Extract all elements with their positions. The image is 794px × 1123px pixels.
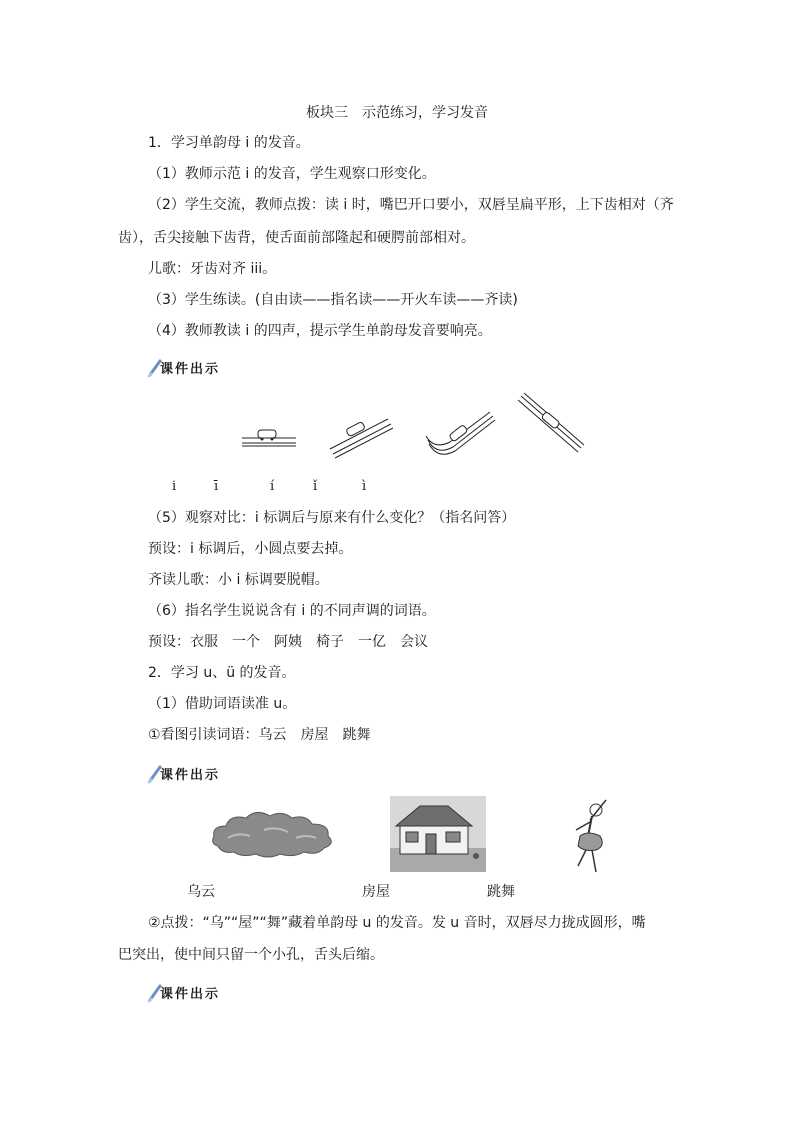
picture-label-cloud: 乌云 — [187, 884, 215, 900]
rhyme-1: 儿歌：牙齿对齐 iii。 — [148, 261, 277, 277]
falling-road-icon — [518, 393, 584, 452]
preset-2: 预设：衣服 一个 阿姨 椅子 一亿 会议 — [148, 634, 428, 650]
step-3: （3）学生练读。(自由读——指名读——开火车读——齐读) — [148, 292, 518, 308]
step-2-line-2: 齿），舌尖接触下齿背，使舌面前部隆起和硬腭前部相对。 — [118, 230, 475, 246]
dip-road-icon — [426, 412, 495, 454]
rising-road-icon — [330, 419, 393, 458]
step-u-1: （1）借助词语读准 u。 — [148, 696, 297, 712]
rhyme-2: 齐读儿歌：小 i 标调要脱帽。 — [148, 572, 329, 588]
step-u-1a: ①看图引读词语：乌云 房屋 跳舞 — [148, 727, 371, 743]
dancer-image — [566, 796, 616, 876]
preset-1: 预设：i 标调后，小圆点要去掉。 — [148, 541, 353, 557]
section-title: 板块三 示范练习，学习发音 — [306, 105, 488, 121]
courseware-tag: 课件出示 — [160, 764, 220, 783]
flat-road-icon — [242, 430, 296, 446]
heading-learn-i: 1．学习单韵母 i 的发音。 — [148, 135, 310, 151]
car-road-tones-illustration — [238, 394, 588, 470]
step-4: （4）教师教读 i 的四声，提示学生单韵母发音要响亮。 — [148, 323, 492, 339]
step-u-1b-line-2: 巴突出，使中间只留一个小孔，舌头后缩。 — [118, 947, 384, 963]
cloud-image — [208, 808, 338, 860]
tone-label-1: i — [172, 479, 177, 494]
picture-label-dance: 跳舞 — [487, 884, 515, 900]
step-6: （6）指名学生说说含有 i 的不同声调的词语。 — [148, 603, 436, 619]
courseware-tag: 课件出示 — [160, 983, 220, 1002]
step-5: （5）观察对比：i 标调后与原来有什么变化？（指名问答） — [148, 510, 516, 526]
tone-label-4: ǐ — [313, 479, 318, 494]
step-1: （1）教师示范 i 的发音，学生观察口形变化。 — [148, 166, 436, 182]
courseware-tag: 课件出示 — [160, 358, 220, 377]
step-2-line-1: （2）学生交流，教师点拨：读 i 时，嘴巴开口要小，双唇呈扁平形，上下齿相对（齐 — [148, 197, 674, 213]
house-image — [390, 796, 486, 872]
picture-label-house: 房屋 — [362, 884, 390, 900]
heading-learn-u: 2．学习 u、ü 的发音。 — [148, 665, 296, 681]
tone-label-3: í — [270, 479, 275, 494]
step-u-1b-line-1: ②点拨：“乌”“屋”“舞”藏着单韵母 u 的发音。发 u 音时，双唇尽力拢成圆形，嘴 — [148, 915, 646, 931]
tone-label-2: ī — [214, 479, 219, 494]
tone-label-5: ì — [362, 479, 367, 494]
